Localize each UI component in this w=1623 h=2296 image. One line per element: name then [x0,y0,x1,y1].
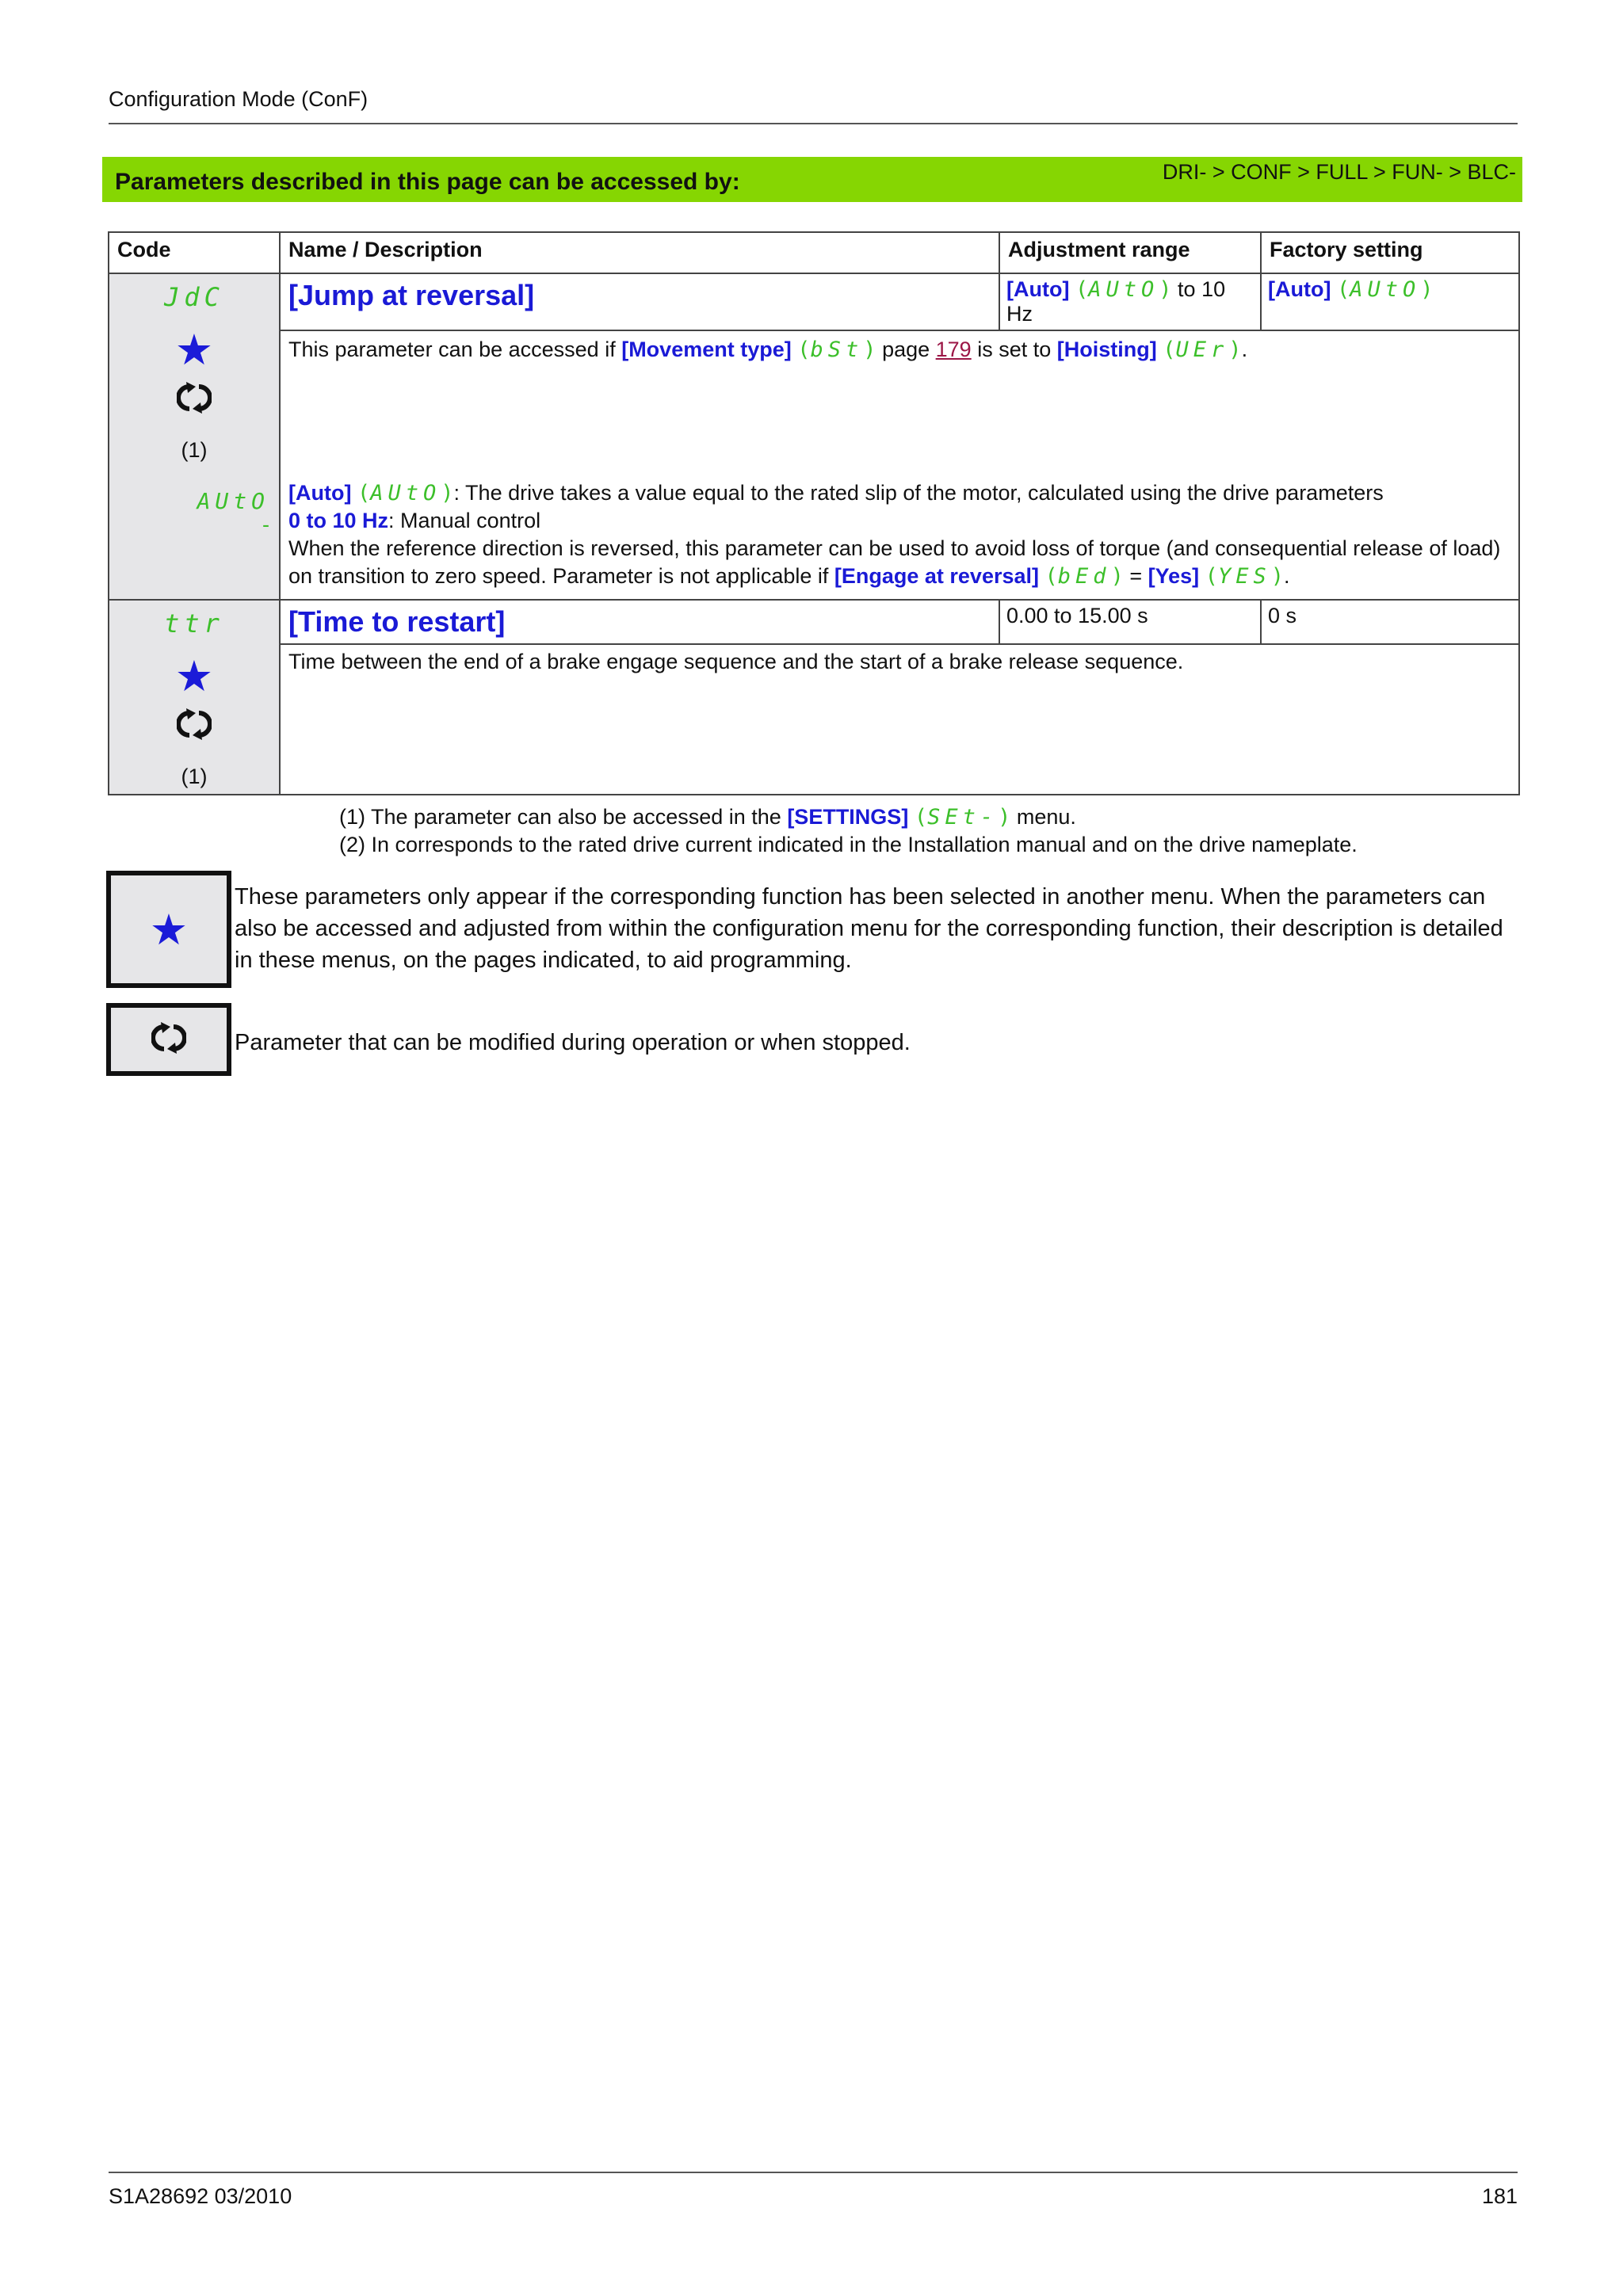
table-row [109,644,1519,795]
param-ref-code: bSt [810,338,864,362]
text-span: This parameter can be accessed if [288,338,622,361]
option-label: 0 to 10 Hz [288,509,389,532]
text-span: is set to [971,338,1057,361]
legend-star-text: These parameters only appear if the corresponding function has been selected in another menu. When the parameters can also be accessed and adjusted from within the configuration menu for the corresponding function, their description is detailed in these menus, on the pages indicated, to aid programming. [235,884,1503,973]
legend-cycle-box [106,1003,231,1076]
param-ref-code: bEd [1057,564,1111,589]
option-code: AUtO [197,488,269,514]
description-text: Time between the end of a brake engage sequence and the start of a brake release sequence. [288,650,1184,673]
description-cell [280,644,1519,795]
param-name-cell [280,600,999,644]
option-auto: [Auto] (AUtO): The drive takes a value equal to the rated slip of the motor, calculated using the drive parameters [288,481,1384,505]
factory-cell: 0 s [1261,600,1519,644]
code-cell [109,600,280,795]
page-link[interactable]: 179 [935,338,972,361]
text-span: . [1283,564,1290,588]
param-ref-code: UEr [1175,338,1229,362]
range-value-code: AUtO [1088,277,1159,302]
range-cell: 0.00 to 15.00 s [999,600,1261,644]
footnote-ref: (1) [181,438,208,462]
doc-reference: S1A28692 03/2010 [109,2184,292,2208]
range-suffix: to 10 Hz [1006,277,1226,326]
param-code: JdC [164,282,224,312]
param-value: [Yes] [1148,564,1200,588]
table-row [109,600,1519,644]
banner-title: Parameters described in this page can be accessed by: [115,169,740,195]
text-span: on transition to zero speed. Parameter is not applicable if [288,564,834,588]
param-value-code: YES [1217,564,1271,589]
option-text: : Manual control [388,509,541,532]
star-icon: ★ [149,906,189,954]
param-ref: [Engage at reversal] [834,564,1039,588]
table-row [109,273,1519,330]
range-value-label: [Auto] [1006,277,1070,301]
range-cell: [Auto] (AUtO) to 10 Hz [999,273,1261,330]
text-span: = [1123,564,1148,588]
col-header-factory: Factory setting [1261,232,1519,273]
col-header-range: Adjustment range [999,232,1261,273]
param-code: ttr [164,608,224,639]
factory-cell: [Auto] (AUtO) [1261,273,1519,330]
option-code: - [262,513,269,536]
menu-path: DRI- > CONF > FULL > FUN- > BLC- [1162,160,1516,184]
factory-value-code: AUtO [1350,277,1421,302]
factory-value-label: [Auto] [1268,277,1331,301]
star-icon: ★ [174,653,214,700]
footnote-ref: (1) [181,765,208,788]
param-ref: [SETTINGS] [787,805,909,829]
col-header-name: Name / Description [280,232,999,273]
cycle-arrows-icon [109,382,279,419]
param-ref-code: SEt- [927,805,999,830]
header-divider [109,123,1518,124]
code-cell [109,273,280,600]
access-banner [102,157,1522,202]
param-ref: [Movement type] [621,338,792,361]
description-text: This parameter can be accessed if [Movement type] (bSt) page 179 is set to [Hoisting] (UEr). [288,338,1248,362]
text-span: page [876,338,936,361]
text-span: . [1241,338,1248,361]
param-ref: [Hoisting] [1056,338,1157,361]
text-span: (1) The parameter can also be accessed in the [339,805,788,829]
star-icon: ★ [174,326,214,374]
option-manual [288,507,1510,535]
col-header-code: Code [109,232,280,273]
option-inline-code: AUtO [370,481,441,505]
footnote-2: (2) In corresponds to the rated drive current indicated in the Installation manual and on the drive nameplate. [339,833,1358,856]
extra-text-2: on transition to zero speed. Parameter is not applicable if [Engage at reversal] (bEd) = [Yes] (YES). [288,564,1290,589]
page-number: 181 [1481,2184,1518,2208]
legend-star-box [106,871,231,988]
description-cell [280,330,1519,600]
option-text: : The drive takes a value equal to the rated slip of the motor, calculated using the drive parameters [453,481,1384,505]
cycle-arrows-icon [109,708,279,746]
text-span: menu. [1010,805,1076,829]
option-label: [Auto] [288,481,352,505]
page-header-title: Configuration Mode (ConF) [109,87,369,111]
parameter-table [108,231,1520,795]
param-name: [Jump at reversal] [288,279,535,311]
table-row [109,330,1519,600]
param-name: [Time to restart] [288,605,506,638]
legend-cycle-text: Parameter that can be modified during operation or when stopped. [235,1030,911,1055]
cycle-arrows-icon [151,1022,186,1058]
param-name-cell [280,273,999,330]
table-header-row [109,232,1519,273]
footnote-1: (1) The parameter can also be accessed in the [SETTINGS] (SEt-) menu. [339,805,1076,830]
footer-divider [109,2172,1518,2173]
extra-text: When the reference direction is reversed, this parameter can be used to avoid loss of torque (and consequential release of load) [288,536,1501,560]
